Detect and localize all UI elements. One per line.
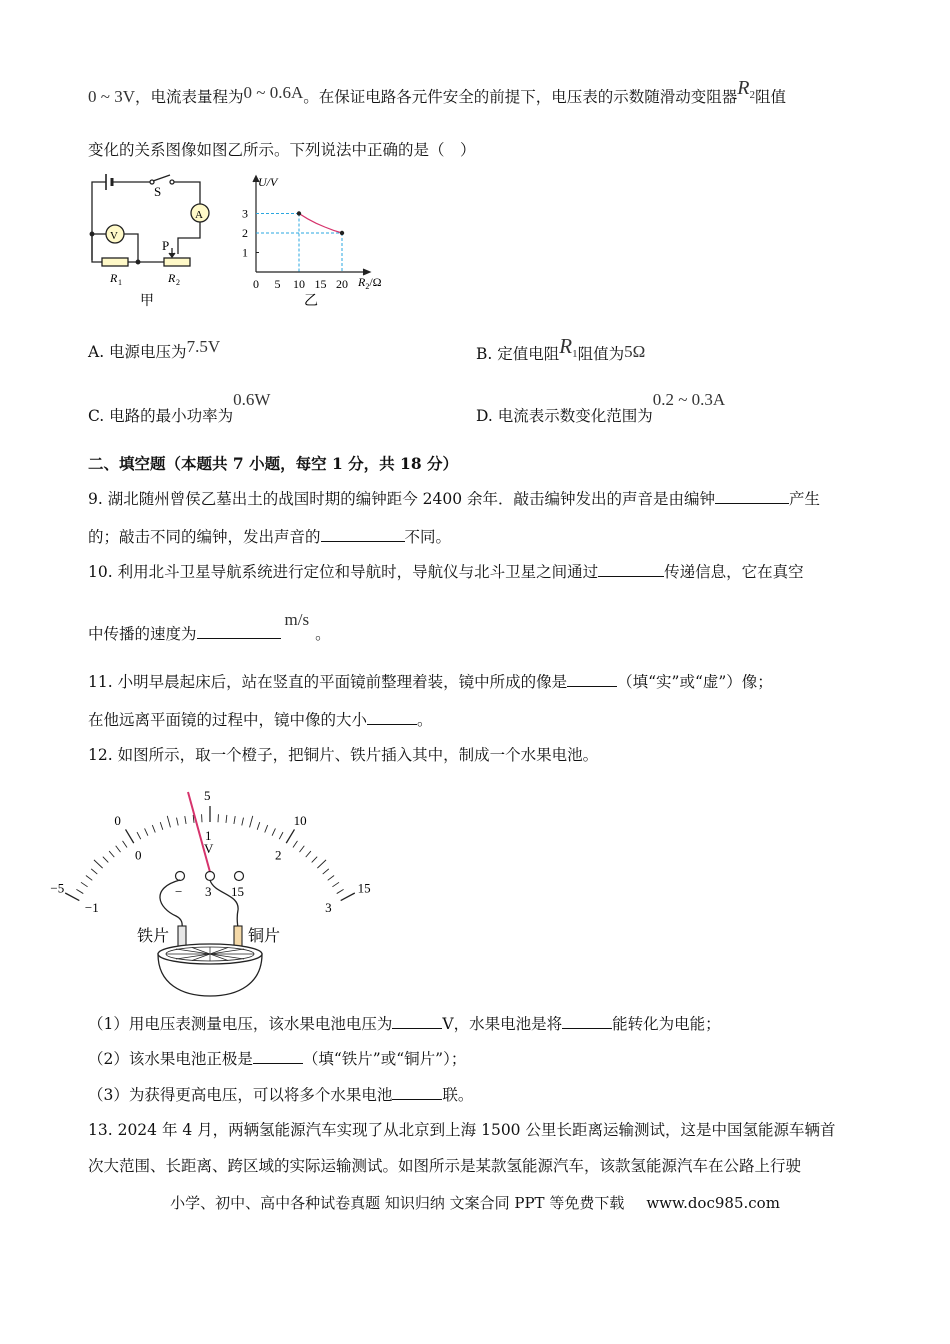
option-c (88, 390, 271, 426)
meter-tick (91, 869, 97, 874)
q9-line2 (88, 527, 451, 547)
circuit-caption: 甲 (140, 294, 154, 309)
r2-sub: 2 (176, 278, 180, 287)
circuit-diagram (80, 168, 220, 313)
terminal-minus-label: − (175, 884, 183, 899)
x-tick-label: 10 (293, 277, 305, 291)
option-c-text: C. 电路的最小功率为 (88, 407, 234, 425)
meter-top-scale-label: 15 (357, 880, 371, 896)
q10-text-b: 传递信息，它在真空 (664, 563, 804, 581)
r2-label: R (168, 271, 176, 285)
q9-text-d: 不同。 (404, 528, 452, 546)
q12-sub3-text-a: （3）为获得更高电压，可以将多个水果电池 (88, 1086, 393, 1104)
q9-line1 (88, 489, 820, 509)
option-a (88, 337, 221, 362)
footer-text: 小学、初中、高中各种试卷真题 知识归纳 文案合同 PPT 等免费下载 (170, 1194, 625, 1212)
terminal-15[interactable] (235, 872, 244, 881)
meter-unit-label: V (204, 841, 214, 856)
q9-text-b: 产生 (789, 490, 821, 508)
option-d-text: D. 电流表示数变化范围为 (476, 407, 653, 425)
data-series-line (299, 214, 342, 234)
graph-caption: 乙 (304, 294, 318, 309)
terminal-minus[interactable] (176, 872, 185, 881)
option-b-text: B. 定值电阻 (476, 345, 560, 363)
meter-tick (137, 832, 141, 839)
meter-tick (81, 882, 88, 886)
q11-text-a: 11. 小明早晨起床后，站在竖直的平面镜前整理着装，镜中所成的像是 (88, 673, 568, 691)
q10-text-d: 。 (315, 625, 331, 643)
option-b-text2: 阻值为 (577, 345, 625, 363)
terminal-3-label: 3 (205, 884, 212, 899)
q8-line2: 变化的关系图像如图乙所示。下列说法中正确的是（ ） (88, 141, 476, 159)
r1-resistor (102, 258, 128, 266)
q11-text-b: （填“实”或“虚”）像； (617, 673, 773, 691)
x-tick-label: 5 (274, 277, 281, 291)
option-b (476, 334, 646, 366)
r2-rheostat (164, 258, 190, 266)
q10-text-c: 中传播的速度为 (88, 625, 197, 643)
q12-sub3 (88, 1085, 473, 1105)
switch-blade (153, 175, 170, 181)
meter-top-scale-label: 0 (114, 812, 121, 828)
option-a-text: A. 电源电压为 (88, 343, 187, 361)
q12-blank-voltage[interactable] (392, 1014, 442, 1029)
switch-label: S (154, 184, 162, 199)
meter-tick (167, 816, 170, 828)
q11-text-d: 。 (417, 711, 433, 729)
x-tick-label: 15 (314, 277, 327, 291)
q12-intro: 12. 如图所示，取一个橙子，把铜片、铁片插入其中，制成一个水果电池。 (88, 746, 599, 764)
slider-label: P (162, 238, 170, 253)
x-axis-label: $R_2/\Omega$ (358, 275, 382, 291)
q12-sub2-text-a: （2）该水果电池正极是 (88, 1050, 253, 1068)
q10-blank-2[interactable] (197, 624, 281, 639)
meter-bottom-scale-label: 1 (205, 828, 212, 843)
meter-tick (94, 860, 103, 868)
q12-sub3-text-b: 联。 (442, 1086, 474, 1104)
ur-graph (238, 168, 398, 313)
meter-tick (299, 846, 304, 852)
q11-blank-1[interactable] (567, 672, 617, 687)
voltmeter-range: 0 ~ 3V (88, 87, 135, 106)
page-footer (0, 1192, 950, 1213)
meter-tick (323, 869, 329, 874)
q10-line2 (88, 610, 331, 644)
q13-line1: 13. 2024 年 4 月，两辆氢能源汽车实现了从北京到上海 1500 公里长距离运输测试，这是中国氢能源车辆首 (88, 1121, 836, 1139)
meter-tick (317, 860, 326, 868)
y-axis-label: U/V (258, 175, 278, 189)
ammeter-range: 0 ~ 0.6A (243, 83, 304, 102)
q12-sub2-text-b: （填“铁片”或“铜片”）； (302, 1050, 467, 1068)
left-wire (92, 182, 106, 260)
q10-unit: m/s (284, 610, 310, 629)
q11-blank-2[interactable] (367, 710, 417, 725)
footer-url[interactable]: www.doc985.com (646, 1194, 780, 1212)
option-a-value: 7.5V (186, 337, 221, 356)
meter-tick (234, 816, 235, 824)
q12-blank-positive[interactable] (253, 1049, 303, 1064)
iron-label: 铁片 (137, 928, 170, 945)
option-d-value: 0.2 ~ 0.3A (652, 390, 726, 409)
q9-blank-1[interactable] (715, 489, 789, 504)
q12-sub2 (88, 1049, 466, 1069)
q12-sub1-text-b: V，水果电池是将 (442, 1015, 563, 1033)
q12-sub1 (88, 1014, 721, 1034)
r1-label: R (110, 271, 118, 285)
q9-text-a: 9. 湖北随州曾侯乙墓出土的战国时期的编钟距今 2400 余年．敲击编钟发出的声音是由编钟 (88, 490, 716, 508)
meter-bottom-scale-label: 2 (275, 847, 282, 863)
q8-line1-text2: 。在保证电路各元件安全的前提下，电压表的示数随滑动变阻器 (303, 88, 738, 106)
ammeter-label: A (195, 209, 203, 221)
meter-tick (116, 846, 121, 852)
q8-line1-text3: 阻值 (754, 88, 786, 106)
q8-line1 (88, 77, 786, 109)
meter-tick (109, 851, 114, 857)
meter-tick (293, 841, 297, 848)
meter-tick (160, 822, 163, 830)
q8-line1-text1: ，电流表量程为 (134, 88, 244, 106)
data-point (297, 211, 301, 215)
q11-line2 (88, 710, 433, 730)
voltmeter-fruit-battery-figure (50, 770, 371, 1000)
meter-tick (145, 828, 148, 835)
meter-tick (286, 829, 294, 843)
q13-line2: 次大范围、长距离、跨区域的实际运输测试。如图所示是某款氢能源汽车，该款氢能源汽车在公路上行驶 (88, 1157, 802, 1175)
q9-blank-2[interactable] (321, 527, 405, 542)
r2-symbol: R (737, 77, 750, 99)
meter-tick (332, 882, 339, 886)
meter-tick (328, 875, 334, 880)
y-tick-label: 2 (242, 226, 248, 240)
y-tick-label: 1 (242, 245, 248, 260)
meter-tick (86, 875, 92, 880)
q11-text-c: 在他远离平面镜的过程中，镜中像的大小 (88, 711, 368, 729)
meter-tick (103, 857, 108, 863)
q10-blank-1[interactable] (598, 562, 664, 577)
r1-sub: 1 (118, 278, 122, 287)
q12-sub1-text-a: （1）用电压表测量电压，该水果电池电压为 (88, 1015, 393, 1033)
x-tick-label: 20 (336, 277, 348, 291)
meter-top-scale-label: −5 (50, 880, 65, 896)
meter-tick (152, 825, 155, 832)
option-b-value: 5Ω (624, 342, 646, 361)
terminal-3[interactable] (206, 872, 215, 881)
y-tick-label: 3 (242, 206, 248, 221)
meter-bottom-scale-label: −1 (84, 900, 99, 916)
meter-tick (185, 816, 186, 824)
section-heading: 二、填空题（本题共 7 小题，每空 1 分，共 18 分） (88, 454, 459, 473)
option-b-r1-sub: 1 (572, 348, 578, 360)
r2-subscript: 2 (749, 89, 755, 101)
meter-tick (76, 889, 83, 893)
meter-bottom-scale-label: 3 (325, 900, 332, 916)
meter-tick (123, 841, 127, 848)
meter-tick (312, 857, 317, 863)
option-c-value: 0.6W (233, 390, 271, 409)
meter-top-scale-label: 5 (204, 788, 211, 803)
meter-tick (341, 893, 355, 901)
voltmeter-label: V (110, 230, 118, 242)
q12-blank-energy[interactable] (562, 1014, 612, 1029)
copper-label: 铜片 (248, 928, 281, 945)
meter-tick (272, 828, 275, 835)
q12-blank-connection[interactable] (392, 1085, 442, 1100)
q10-text-a: 10. 利用北斗卫星导航系统进行定位和导航时，导航仪与北斗卫星之间通过 (88, 563, 599, 581)
meter-tick (65, 893, 79, 901)
meter-tick (177, 818, 179, 826)
meter-tick (250, 816, 253, 828)
meter-tick (257, 822, 260, 830)
q12-sub1-text-c: 能转化为电能； (612, 1015, 721, 1033)
meter-tick (126, 829, 134, 843)
data-point (340, 231, 344, 235)
meter-tick (337, 889, 344, 893)
q9-text-c: 的；敲击不同的编钟，发出声音的 (88, 528, 321, 546)
meter-tick (279, 832, 283, 839)
q10-line1 (88, 562, 804, 582)
meter-tick (265, 825, 268, 832)
meter-tick (226, 815, 227, 823)
x-tick-label: 0 (253, 277, 259, 291)
terminal-15-label: 15 (231, 884, 244, 899)
meter-top-scale-label: 10 (293, 812, 307, 828)
meter-tick (242, 818, 244, 826)
option-d (476, 390, 726, 426)
q11-line1 (88, 672, 773, 692)
option-b-r1: R (559, 334, 573, 358)
meter-tick (306, 851, 311, 857)
meter-bottom-scale-label: 0 (134, 847, 142, 863)
